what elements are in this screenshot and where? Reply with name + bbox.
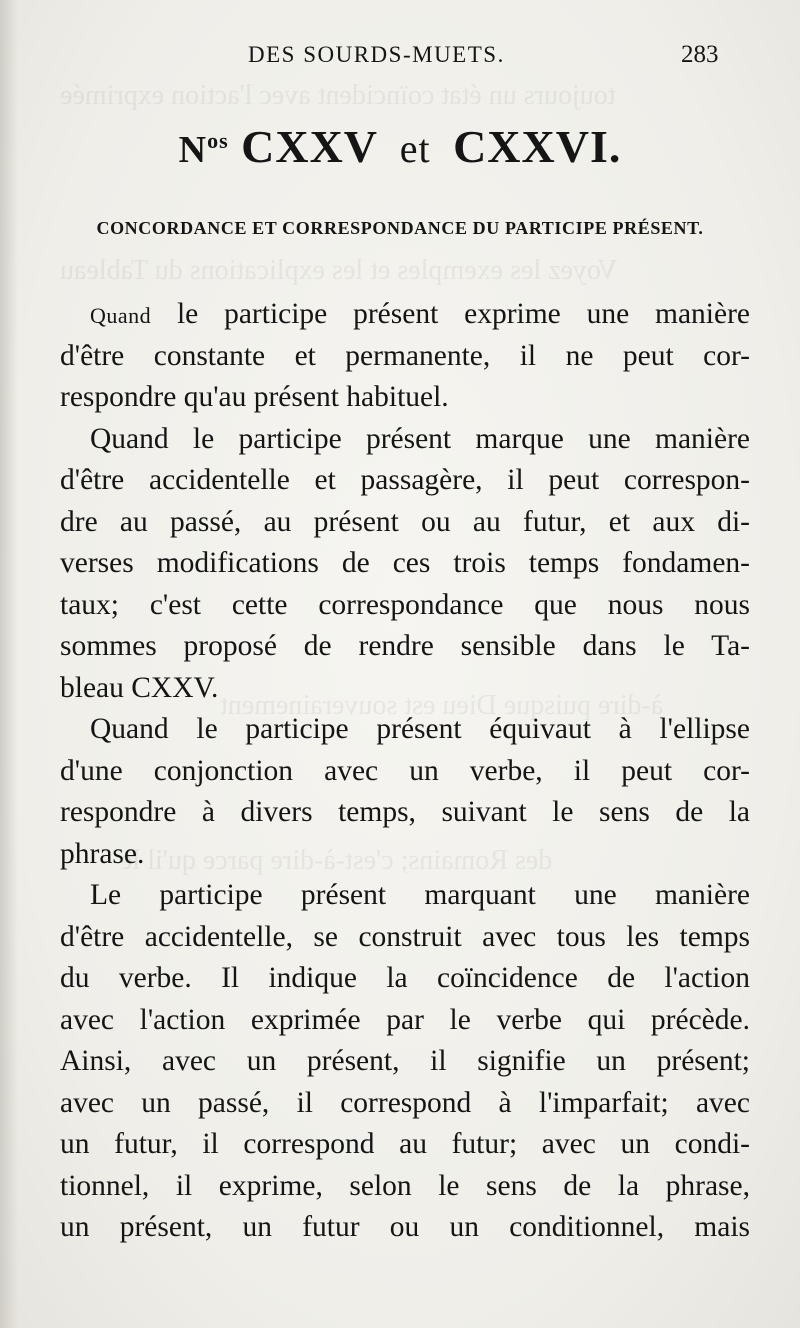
text-line: Quand le participe présent marque une manière	[90, 422, 750, 455]
text-line: Quand le participe présent équivaut à l'ellipse	[90, 713, 750, 745]
text-line: respondre à divers temps, suivant le sens de la	[60, 796, 750, 828]
text-line: taux; c'est cette correspondance que nous nous	[60, 588, 750, 621]
running-title: DES SOURDS-MUETS.	[248, 42, 505, 67]
title-prefix: N	[178, 129, 208, 171]
text-line: d'une conjonction avec un verbe, il peut cor-	[60, 754, 750, 787]
text-line: bleau CXXV.	[60, 671, 219, 704]
text-line: verses modifications de ces trois temps fondamen-	[60, 547, 750, 579]
text-line: Ainsi, avec un présent, il signifie un présent;	[60, 1045, 750, 1077]
title-part2: CXXVI.	[453, 121, 622, 172]
paragraph	[60, 294, 750, 419]
title-part1: CXXV	[241, 121, 378, 172]
body-text	[60, 294, 750, 1249]
text-line: phrase.	[60, 837, 145, 870]
bleed-through-text: à-dire puisque Dieu est souverainement	[220, 690, 664, 721]
text-line: avec un passé, il correspond à l'imparfait; avec	[60, 1086, 750, 1119]
text-line: d'être accidentelle et passagère, il peut correspon-	[60, 464, 750, 496]
title-superscript: os	[207, 128, 229, 153]
section-title	[0, 120, 800, 173]
text-line: d'être constante et permanente, il ne peut cor-	[60, 339, 750, 372]
text-line: un présent, un futur ou un conditionnel, mais	[60, 1211, 750, 1243]
text-line: Le participe présent marquant une manière	[90, 879, 750, 911]
page-edge-shadow	[0, 0, 18, 1328]
text-line: du verbe. Il indique la coïncidence de l'action	[60, 962, 750, 994]
text-line: Quand le participe présent exprime une manière	[90, 298, 750, 330]
text-line: dre au passé, au présent ou au futur, et aux di-	[60, 505, 750, 538]
text-line: d'être accidentelle, se construit avec tous les temps	[60, 920, 750, 953]
small-caps-lead: Quand	[90, 303, 152, 328]
bleed-through-text: toujours un état coïncident avec l'action exprimée	[60, 80, 616, 111]
paragraph	[60, 875, 750, 1249]
title-conjunction: et	[399, 126, 431, 171]
text-line: un futur, il correspond au futur; avec un condi-	[60, 1128, 750, 1160]
running-head	[0, 42, 800, 76]
bleed-through-text: Voyez les exemples et les explications du Tableau	[60, 255, 618, 286]
paragraph	[60, 419, 750, 710]
paragraph	[60, 709, 750, 875]
text-line: respondre qu'au présent habituel.	[60, 381, 449, 413]
text-line: avec l'action exprimée par le verbe qui précède.	[60, 1003, 750, 1036]
bleed-through-text: des Romains; c'est-à-dire parce qu'il le	[120, 845, 553, 876]
page-number: 283	[681, 41, 719, 68]
text-line: sommes proposé de rendre sensible dans le Ta-	[60, 630, 750, 662]
section-subtitle: CONCORDANCE ET CORRESPONDANCE DU PARTICIPE PRÉSENT.	[96, 218, 704, 238]
text-line: tionnel, il exprime, selon le sens de la phrase,	[60, 1169, 750, 1202]
